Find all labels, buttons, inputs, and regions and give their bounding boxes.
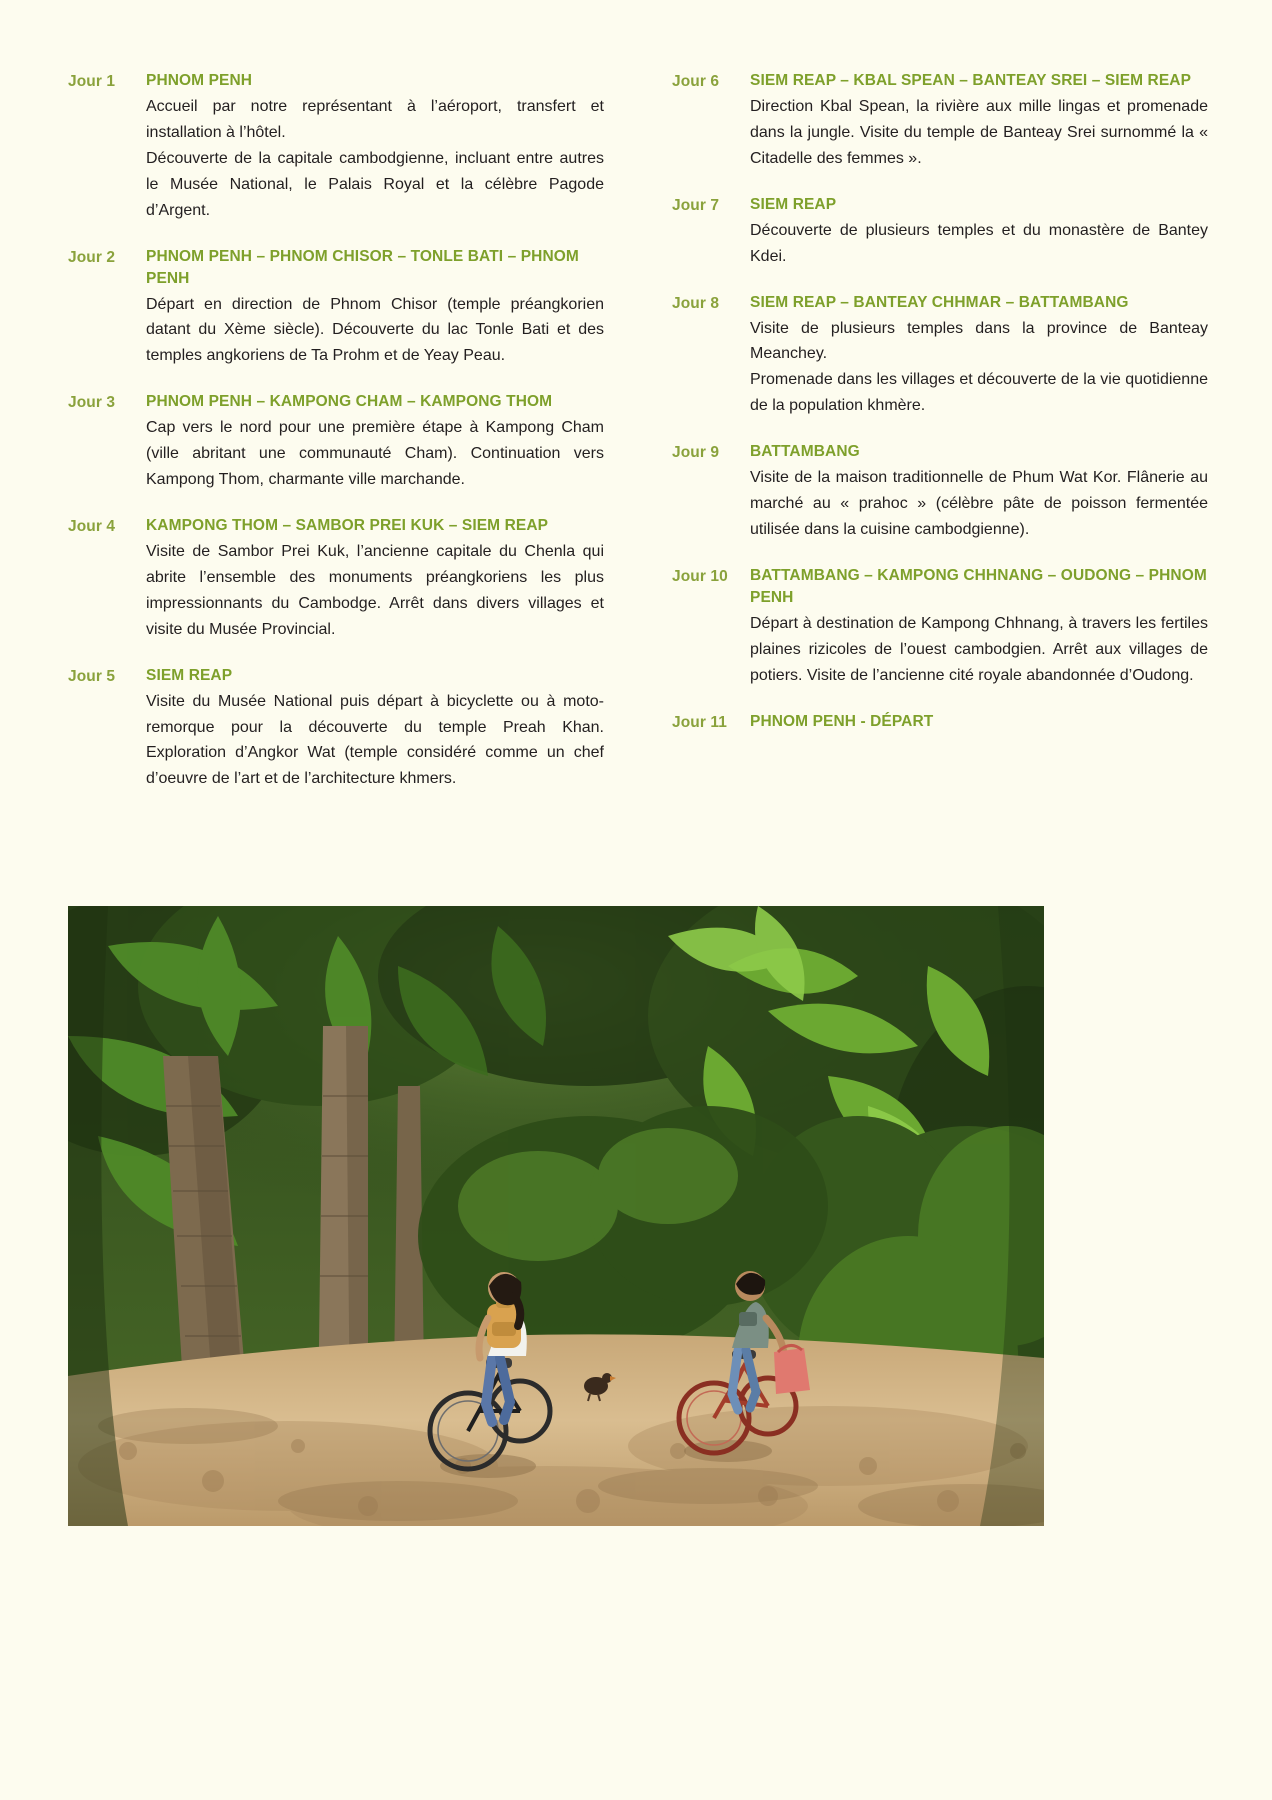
day-body [146,70,604,224]
itinerary-day [672,711,1208,735]
itinerary-day [672,565,1208,689]
day-title: SIEM REAP – BANTEAY CHHMAR – BATTAMBANG [750,293,1129,311]
itinerary-day [672,292,1208,420]
day-body [750,70,1208,172]
day-body [750,711,1208,735]
day-paragraph: Découverte de plusieurs temples et du monastère de Bantey Kdei. [750,221,1208,265]
day-paragraph: Visite de Sambor Prei Kuk, l’ancienne capitale du Chenla qui abrite l’ensemble des monuments préangkoriens les plus impressionnants du Cambodge. Arrêt dans divers villages et visite du Musée Provincial. [146,542,604,638]
day-label: Jour 6 [672,73,720,90]
day-label: Jour 3 [68,394,116,412]
day-body [750,292,1208,420]
day-label: Jour 7 [672,196,720,214]
day-title: BATTAMBANG [750,443,860,461]
itinerary-day [68,391,604,493]
day-title: SIEM REAP [750,195,837,213]
day-label: Jour 10 [672,567,728,585]
day-body [146,391,604,493]
day-label: Jour 9 [672,444,720,462]
day-paragraph: Départ à destination de Kampong Chhnang, à travers les fertiles plaines rizicoles de l’ouest cambodgien. Arrêt aux villages de potiers. Visite de l’ancienne cité royale abandonnée d’Oudong. [750,614,1208,684]
day-title: SIEM REAP – KBAL SPEAN – BANTEAY SREI – SIEM REAP [750,72,1192,89]
jungle-bicycle-photo [68,906,1044,1526]
day-paragraph: Découverte de la capitale cambodgienne, incluant entre autres le Musée National, le Palais Royal et la célèbre Pagode d’Argent. [146,149,604,219]
day-paragraph: Cap vers le nord pour une première étape à Kampong Cham (ville abritant une communauté Cham). Continuation vers Kampong Thom, charmante ville marchande. [146,419,604,489]
day-title: BATTAMBANG – KAMPONG CHHNANG – OUDONG – PHNOM PENH [750,566,1207,606]
day-body [750,194,1208,270]
day-body [750,441,1208,543]
day-paragraph: Accueil par notre représentant à l’aéroport, transfert et installation à l’hôtel. [146,98,604,141]
day-title: PHNOM PENH – KAMPONG CHAM – KAMPONG THOM [146,393,553,411]
day-label: Jour 5 [68,667,116,685]
itinerary-column-left [68,70,604,814]
itinerary-day [672,441,1208,543]
day-title: SIEM REAP [146,666,233,684]
day-title: PHNOM PENH [146,72,253,89]
day-paragraph: Direction Kbal Spean, la rivière aux mille lingas et promenade dans la jungle. Visite du temple de Banteay Srei surnommé la « Citadelle des femmes ». [750,98,1208,167]
itinerary-day [672,70,1208,172]
day-paragraph: Départ en direction de Phnom Chisor (temple préangkorien datant du Xème siècle). Découverte du lac Tonle Bati et des temples angkoriens de Ta Prohm et de Yeay Peau. [146,295,604,365]
itinerary-column-right [672,70,1208,814]
day-paragraph: Visite de la maison traditionnelle de Phum Wat Kor. Flânerie au marché au « prahoc » (célèbre pâte de poisson fermentée utilisée dans la cuisine cambodgienne). [750,469,1208,538]
itinerary-day [68,70,604,224]
day-paragraph: Visite du Musée National puis départ à bicyclette ou à moto-remorque pour la découverte du temple Preah Khan. Exploration d’Angkor Wat (temple considéré comme un chef d’oeuvre de l’art et de l’architecture khmers. [146,692,604,788]
itinerary-columns [68,70,1208,814]
day-body [146,246,604,370]
day-label: Jour 4 [68,517,116,535]
day-paragraph: Visite de plusieurs temples dans la province de Banteay Meanchey. [750,319,1208,363]
day-label: Jour 1 [68,73,116,90]
day-label: Jour 11 [672,713,727,731]
itinerary-day [672,194,1208,270]
day-label: Jour 2 [68,248,116,266]
itinerary-day [68,246,604,370]
day-body [146,515,604,643]
day-title: PHNOM PENH - DÉPART [750,712,934,730]
day-title: KAMPONG THOM – SAMBOR PREI KUK – SIEM REAP [146,516,549,534]
day-title: PHNOM PENH – PHNOM CHISOR – TONLE BATI – PHNOM PENH [146,247,579,287]
itinerary-day [68,665,604,793]
day-label: Jour 8 [672,294,720,312]
day-body [146,665,604,793]
day-body [750,565,1208,689]
day-paragraph: Promenade dans les villages et découverte de la vie quotidienne de la population khmère. [750,371,1208,415]
itinerary-day [68,515,604,643]
